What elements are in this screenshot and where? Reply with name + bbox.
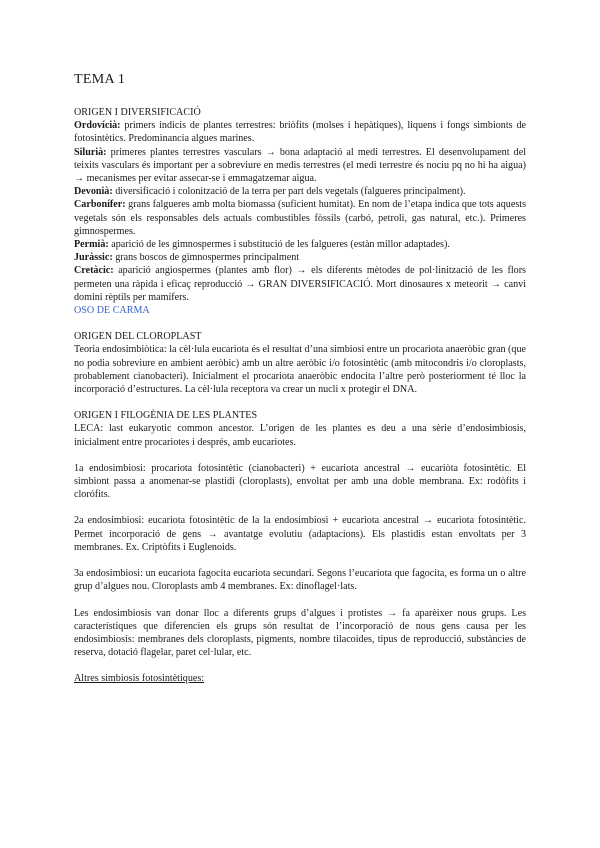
period-term: Juràssic: (74, 252, 113, 264)
period-term: Permià: (74, 239, 109, 251)
period-jurassic (74, 251, 526, 264)
page-title: TEMA 1 (74, 72, 126, 87)
oso-de-carma-link[interactable]: OSO DE CARMA (74, 305, 150, 317)
period-text: diversificació i colonització de la terra per part dels vegetals (falgueres principalment). (112, 186, 466, 198)
first-endosymbiosis-paragraph: 1a endosimbiosi: procariota fotosintètic (cianobacteri) + eucariota ancestral → eucariòta fotosintètic. El simbiont passa a anomenar-se plastidi (cloroplasts), envoltat per amb una doble membrana. Ex: rodòfits i clorófits. (74, 462, 526, 501)
period-text: grans boscos de gimnospermes principalment (112, 252, 300, 264)
leca-paragraph: LECA: last eukaryotic common ancestor. L’origen de les plantes es deu a una sèrie d’endosimbiosis, inicialment entre procariotes i després, amb eucariotes. (74, 423, 526, 448)
endosymbiosis-summary-paragraph: Les endosimbiosis van donar lloc a diferents grups d’algues i protistes → fa aparèixer nous grups. Les característiques que diferencien els grups són resultat de l’incorporació de nous gens causa per les endosimbiosis: membranes dels cloroplasts, pigments, nombre tilacoides, tipus de reproducció, substàncies de reserva, dotació flagelar, paret cel·lular, etc. (74, 607, 526, 659)
period-term: Ordovícià: (74, 120, 121, 132)
section-heading-filogenia: ORIGEN I FILOGÈNIA DE LES PLANTES (74, 410, 258, 422)
period-term: Silurià: (74, 146, 107, 158)
period-carbonifer (74, 198, 526, 238)
period-ordovicia (74, 119, 526, 145)
endosymbiotic-theory-paragraph: Teoria endosimbiòtica: la cèl·lula eucariota és el resultat d’una simbiosi entre un procariota anaeròbic gran (que no podia sobreviure en ambient aeròbic) amb un altre aeròbic i/o fotosintètic (amb mitocondris i/o cloroplasts, probablement cianobacteri). Inicialment el procariota anaeròbic endocita l’altre però posteriorment té lloc la incorporació d’estructures. La cèl·lula receptora va crear un nucli x protegir el DNA. (74, 344, 526, 396)
period-text: grans falgueres amb molta biomassa (suficient humitat). En nom de l’etapa indica que tots aquests vegetals són els responsables dels actuals combustibles fòssils (carbó, petroli, gas natural, etc.). Primeres gimnospermes. (74, 199, 526, 237)
period-permia (74, 238, 526, 251)
period-text: primeres plantes terrestres vasculars → bona adaptació al medi terrestres. El desenvolupament del teixits vasculars és important per a sobreviure en medis terrestres (el medi terrestre és nociu pq no hi ha aigua) → mecanismes per evitar assecar-se i emmagatzemar aigua. (74, 146, 526, 185)
period-text: aparició de les gimnospermes i substitució de les falgueres (estàn millor adaptades). (108, 239, 450, 251)
period-devonia (74, 185, 526, 198)
period-term: Carbonífer: (74, 199, 126, 211)
period-text: aparició angiospermes (plantes amb flor) → els diferents mètodes de pol·linització de les flors permeten una ràpida i eficaç reproducció → GRAN DIVERSIFICACIÓ. Mort dinosaures x meteorit → canvi domini rèptils per mamífers. (74, 265, 526, 303)
second-endosymbiosis-paragraph: 2a endosimbiosi: eucariota fotosintètic de la la endosimbiosi + eucariota ancestral → eucariota fotosintètic. Permet incorporació de gens → avantatge evolutiu (adaptacions). Els plastidis estan envoltats per 3 membranes. Ex. Criptòfits i Euglenoids. (74, 515, 526, 553)
period-term: Devonià: (74, 186, 113, 198)
other-symbioses-subheading: Altres simbiosis fotosintètiques: (74, 673, 205, 685)
document-body (74, 106, 526, 686)
period-cretacic (74, 264, 526, 304)
third-endosymbiosis-paragraph: 3a endosimbiosi: un eucariota fagocita eucariota secundari. Segons l’eucariota que fagocita, es forma un o altre grup d’algues nou. Cloroplasts amb 4 membranes. Ex: dinoflagel·lats. (74, 568, 526, 593)
section-heading-origen-diversificacio: ORIGEN I DIVERSIFICACIÓ (74, 107, 201, 118)
period-text: primers indicis de plantes terrestres: briòfits (molses i hepàtiques), liquens i fongs simbionts de fotosintètics. Predominancia algues marines. (74, 120, 526, 145)
period-siluria (74, 146, 526, 186)
period-term: Cretàcic: (74, 265, 114, 277)
section-heading-origen-cloroplast: ORIGEN DEL CLOROPLAST (74, 331, 202, 343)
